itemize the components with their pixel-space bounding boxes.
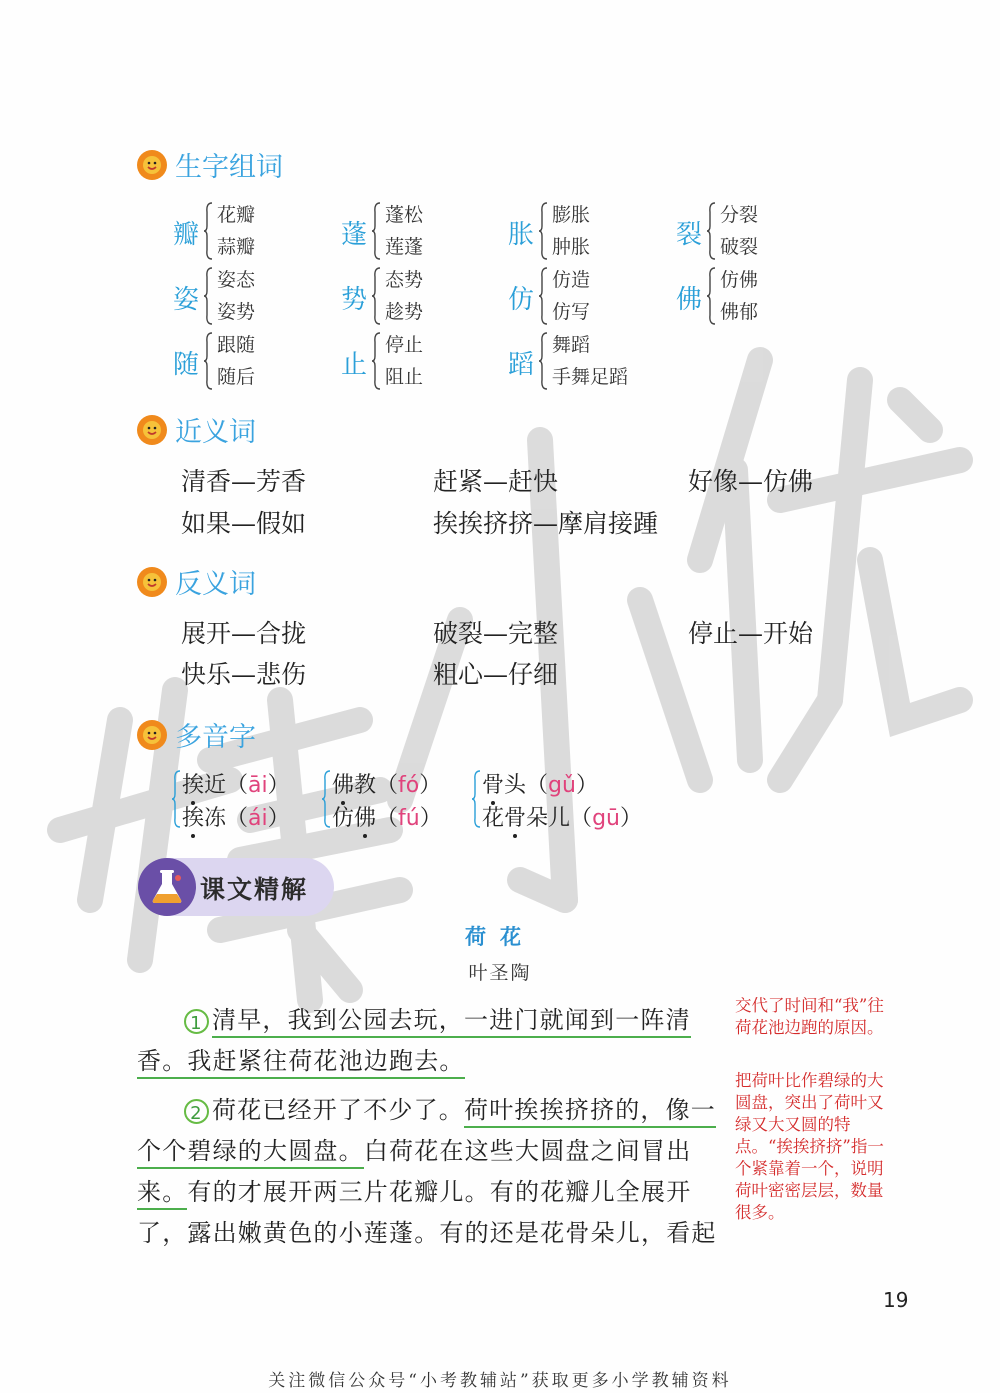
underlined-text: 来。: [137, 1178, 187, 1210]
synonym-pair: 如果—假如: [181, 509, 307, 538]
flask-badge: [138, 858, 196, 916]
paragraph-line: [137, 1041, 465, 1076]
paragraph-line: 2 荷花已经开了不少了。荷叶挨挨挤挤的，像一: [184, 1090, 716, 1125]
brace-icon: [371, 267, 381, 325]
antonym-pair: 粗心—仔细: [433, 660, 559, 689]
brace-icon: [538, 267, 548, 325]
synonym-pair: 好像—仿佛: [688, 467, 814, 496]
paragraph-line: 了，露出嫩黄色的小莲蓬。有的还是花骨朵儿，看起: [137, 1219, 717, 1247]
vocab-item: [508, 265, 668, 329]
section-title: 近义词: [175, 417, 256, 448]
vocab-item: [341, 330, 501, 394]
brace-icon: [538, 202, 548, 260]
brace-icon: [203, 332, 213, 390]
vocab-char: 瓣: [173, 220, 200, 250]
vocab-char: 蓬: [341, 220, 368, 250]
vocab-item: [341, 265, 501, 329]
polyphone-word: 骨头（gǔ）: [482, 773, 598, 798]
flask-icon: [138, 858, 196, 916]
page-number: 19: [883, 1288, 909, 1312]
vocab-word: 手舞足蹈: [552, 366, 629, 388]
sun-icon: [137, 415, 167, 445]
section-synonyms: [137, 410, 256, 449]
article-title: 荷花: [465, 925, 535, 949]
vocab-char: 裂: [676, 220, 703, 250]
brace-icon: [321, 770, 331, 828]
vocab-word: 破裂: [720, 236, 759, 258]
brace-icon: [203, 267, 213, 325]
antonym-pair: 展开—合拢: [181, 619, 307, 648]
synonym-pair: 赶紧—赶快: [433, 467, 559, 496]
vocab-item: [508, 200, 668, 264]
antonym-pair: 停止—开始: [688, 619, 814, 648]
vocab-word: 蒜瓣: [217, 236, 256, 258]
banner-title: 课文精解: [200, 875, 309, 904]
vocab-item: [508, 330, 668, 394]
underlined-text: 香。我赶紧往荷花池边跑去。: [137, 1047, 465, 1079]
vocab-word: 仿造: [552, 269, 591, 291]
synonym-pair: 挨挨挤挤—摩肩接踵: [433, 509, 659, 538]
vocab-word: 舞蹈: [552, 334, 591, 356]
vocab-word: 姿势: [217, 301, 256, 323]
brace-icon: [203, 202, 213, 260]
polyphone-word: 花骨朵儿（gū）: [482, 806, 642, 831]
section-banner: [138, 858, 334, 916]
vocab-word: 阻止: [385, 366, 424, 388]
vocab-item: [173, 200, 333, 264]
vocab-word: 肿胀: [552, 236, 591, 258]
vocab-char: 止: [341, 350, 368, 380]
section-antonyms: [137, 562, 256, 601]
section-title: 多音字: [175, 722, 256, 753]
vocab-char: 势: [341, 285, 368, 315]
brace-icon: [706, 202, 716, 260]
paragraph-number: 1: [184, 1009, 209, 1034]
vocab-word: 仿写: [552, 301, 591, 323]
antonym-pair: 破裂—完整: [433, 619, 559, 648]
vocab-word: 蓬松: [385, 204, 424, 226]
side-note: 交代了时间和“我”往荷花池边跑的原因。: [735, 996, 884, 1037]
polyphone-word: 挨冻（ái）: [182, 806, 290, 831]
vocab-word: 停止: [385, 334, 424, 356]
article-author: 叶圣陶: [468, 962, 532, 984]
vocab-char: 随: [173, 350, 200, 380]
paragraph-line: [184, 1000, 691, 1035]
brace-icon: [371, 202, 381, 260]
vocab-char: 仿: [508, 285, 535, 315]
vocab-item: [676, 265, 836, 329]
brace-icon: [371, 332, 381, 390]
vocab-item: [676, 200, 836, 264]
sun-icon: [137, 150, 167, 180]
sun-icon: [137, 567, 167, 597]
vocab-word: 膨胀: [552, 204, 591, 226]
vocab-word: 佛郁: [720, 301, 759, 323]
brace-icon: [471, 770, 481, 828]
brace-icon: [171, 770, 181, 828]
vocab-word: 跟随: [217, 334, 256, 356]
vocab-word: 姿态: [217, 269, 256, 291]
paragraph-line: 个个碧绿的大圆盘。白荷花在这些大圆盘之间冒出: [137, 1131, 691, 1166]
polyphone-word: 挨近（āi）: [182, 773, 290, 798]
brace-icon: [538, 332, 548, 390]
vocab-char: 蹈: [508, 350, 535, 380]
polyphone-word: 仿佛（fú）: [332, 806, 442, 831]
sun-icon: [137, 720, 167, 750]
antonym-pair: 快乐—悲伤: [181, 660, 307, 689]
side-note: 把荷叶比作碧绿的大圆盘，突出了荷叶又绿又大又圆的特点。“挨挨挤挤”指一个紧靠着一个，说明荷叶密密层层，数量很多。: [735, 1071, 884, 1222]
vocab-word: 态势: [385, 269, 424, 291]
vocab-word: 趁势: [385, 301, 424, 323]
synonym-pair: 清香—芳香: [181, 467, 307, 496]
section-title: 生字组词: [175, 152, 283, 183]
underlined-text: 清早，我到公园去玩，一进门就闻到一阵清: [212, 1006, 691, 1038]
brace-icon: [706, 267, 716, 325]
vocab-word: 莲蓬: [385, 236, 424, 258]
section-title: 反义词: [175, 569, 256, 600]
vocab-item: [173, 330, 333, 394]
paragraph-line: 来。有的才展开两三片花瓣儿。有的花瓣儿全展开: [137, 1172, 691, 1207]
underlined-text: 个个碧绿的大圆盘。: [137, 1137, 364, 1169]
vocab-char: 姿: [173, 285, 200, 315]
section-vocab: [137, 145, 283, 184]
vocab-word: 随后: [217, 366, 256, 388]
vocab-char: 佛: [676, 285, 703, 315]
vocab-word: 花瓣: [217, 204, 256, 226]
vocab-word: 分裂: [720, 204, 759, 226]
section-polyphones: [137, 715, 256, 754]
paragraph-number: 2: [184, 1099, 209, 1124]
vocab-item: [341, 200, 501, 264]
vocab-char: 胀: [508, 220, 535, 250]
footer-text: 关注微信公众号“小考教辅站”获取更多小学教辅资料: [268, 1371, 732, 1391]
vocab-word: 仿佛: [720, 269, 759, 291]
polyphone-word: 佛教（fó）: [332, 773, 442, 798]
vocab-item: [173, 265, 333, 329]
underlined-text: 荷叶挨挨挤挤的，像一: [464, 1096, 716, 1128]
